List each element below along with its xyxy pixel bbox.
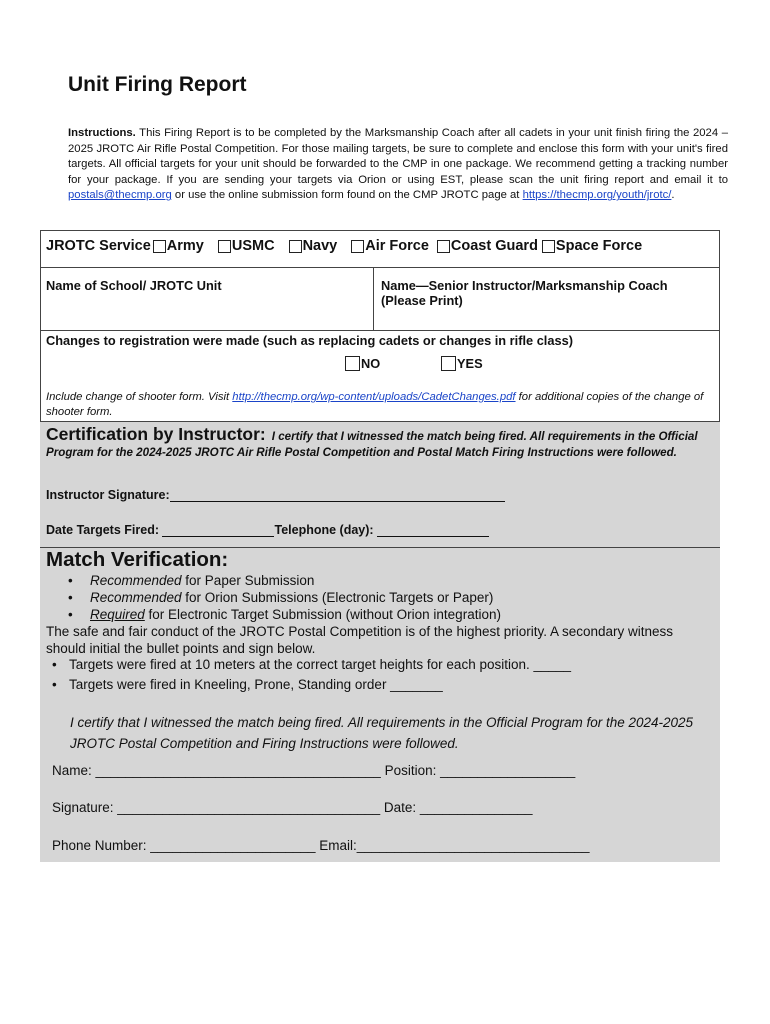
registration-row bbox=[40, 331, 720, 421]
bullet: • bbox=[52, 677, 57, 692]
army-checkbox[interactable] bbox=[153, 240, 166, 253]
coast-guard-label: Coast Guard bbox=[450, 238, 538, 254]
yes-checkbox[interactable] bbox=[441, 356, 456, 371]
cadet-changes-link[interactable]: http://thecmp.org/wp-content/uploads/CadetChanges.pdf bbox=[232, 391, 516, 403]
match-verification-heading: Match Verification: bbox=[46, 548, 229, 571]
email-link[interactable]: postals@thecmp.org bbox=[68, 189, 172, 202]
certification-section bbox=[40, 421, 720, 548]
signature-label: Instructor Signature: bbox=[46, 488, 170, 502]
certification-text: I certify that I witnessed the match being fired. All requirements in the Official Program for the 2024-2025 JROTC Air Rifle Postal Competition and Postal Match Firing Instructions were followed. bbox=[46, 430, 698, 459]
jrotc-page-link[interactable]: https://thecmp.org/youth/jrotc/ bbox=[522, 189, 672, 202]
service-option-air-force[interactable] bbox=[351, 238, 429, 254]
no-checkbox[interactable] bbox=[345, 356, 360, 371]
match-verification-section bbox=[40, 548, 720, 862]
instructor-name-field[interactable] bbox=[381, 278, 668, 308]
service-label: JROTC Service bbox=[46, 238, 151, 254]
bullet: • bbox=[68, 573, 73, 588]
navy-checkbox[interactable] bbox=[289, 240, 302, 253]
bullet: • bbox=[52, 657, 57, 672]
check-text[interactable]: Targets were fired at 10 meters at the correct target heights for each position. _____ bbox=[69, 657, 572, 672]
column-divider bbox=[373, 268, 374, 330]
secondary-witness-paragraph: The safe and fair conduct of the JROTC Postal Competition is of the highest priority. A secondary witness should initial the bullet points and sign below. bbox=[46, 624, 674, 656]
signature-line[interactable] bbox=[170, 488, 505, 502]
instructions bbox=[68, 126, 728, 204]
instructor-label: Name—Senior Instructor/Marksmanship Coach bbox=[381, 278, 668, 293]
instructions-lead: Instructions. bbox=[68, 127, 136, 139]
service-row bbox=[40, 230, 720, 268]
navy-label: Navy bbox=[302, 238, 338, 254]
witness-signature-date-field[interactable]: Signature: ___________________________________ Date: _______________ bbox=[52, 800, 533, 815]
instructor-signature-field[interactable] bbox=[46, 488, 505, 502]
service-option-coast-guard[interactable] bbox=[437, 238, 538, 254]
witness-statement: I certify that I witnessed the match being fired. All requirements in the Official Program for the 2024-2025 JROTC Postal Competition and Firing Instructions were followed. bbox=[70, 715, 694, 751]
school-instructor-row bbox=[40, 268, 720, 331]
witness-phone-email-field[interactable]: Phone Number: ______________________ Email:_______________________________ bbox=[52, 838, 590, 853]
bullet-text: for Electronic Target Submission (without Orion integration) bbox=[144, 607, 501, 622]
no-option[interactable] bbox=[345, 356, 380, 371]
usmc-label: USMC bbox=[231, 238, 275, 254]
bullet-text: for Paper Submission bbox=[181, 573, 315, 588]
date-phone-fields bbox=[46, 523, 489, 537]
date-label: Date Targets Fired: bbox=[46, 523, 159, 537]
service-option-navy[interactable] bbox=[289, 238, 338, 254]
registration-question: Changes to registration were made (such as replacing cadets or changes in rifle class) bbox=[46, 333, 573, 348]
bullet-text: for Orion Submissions (Electronic Targets or Paper) bbox=[181, 590, 494, 605]
service-option-usmc[interactable] bbox=[218, 238, 275, 254]
army-label: Army bbox=[166, 238, 204, 254]
shooter-change-note bbox=[46, 390, 714, 420]
phone-line[interactable] bbox=[377, 523, 489, 537]
bullet: • bbox=[68, 607, 73, 622]
space-force-checkbox[interactable] bbox=[542, 240, 555, 253]
bullet-em: Required bbox=[90, 607, 145, 622]
yes-option[interactable] bbox=[441, 356, 483, 371]
instructions-text-2: or use the online submission form found on the CMP JROTC page at bbox=[171, 189, 523, 202]
check-text[interactable]: Targets were fired in Kneeling, Prone, Standing order _______ bbox=[69, 677, 443, 692]
air-force-label: Air Force bbox=[365, 238, 429, 254]
bullet-em: Recommended bbox=[90, 590, 182, 605]
air-force-checkbox[interactable] bbox=[351, 240, 364, 253]
list-item bbox=[68, 573, 314, 588]
check-item-distance bbox=[52, 657, 571, 672]
phone-label: Telephone (day): bbox=[274, 523, 374, 537]
date-line[interactable] bbox=[162, 523, 274, 537]
certification-heading: Certification by Instructor: bbox=[46, 424, 266, 444]
bullet: • bbox=[68, 590, 73, 605]
service-option-space-force[interactable] bbox=[542, 238, 642, 254]
instructor-label-print: (Please Print) bbox=[381, 293, 463, 308]
instructions-text-3: . bbox=[671, 189, 675, 202]
check-item-order bbox=[52, 677, 443, 692]
usmc-checkbox[interactable] bbox=[218, 240, 231, 253]
instructions-text-1: This Firing Report is to be completed by the Marksmanship Coach after all cadets in your unit finish firing the 2024 – 2025 JROTC Air Rifle Postal Competition. For those mailing targets, be sure to complete and enclose this form with your unit's fired targets. All official targets for your unit should be forwarded to the CMP in one package. We recommend getting a tracking number for your package. If you are sending your targets via Orion or using EST, please scan the unit firing report and email it to bbox=[68, 127, 728, 186]
space-force-label: Space Force bbox=[555, 238, 643, 254]
witness-name-position-field[interactable]: Name: ______________________________________ Position: __________________ bbox=[52, 763, 576, 778]
certification-statement bbox=[46, 424, 706, 460]
shooter-text-1: Include change of shooter form. Visit bbox=[46, 391, 233, 403]
yes-label: YES bbox=[457, 356, 483, 371]
list-item bbox=[68, 590, 493, 605]
school-name-field[interactable]: Name of School/ JROTC Unit bbox=[46, 278, 222, 293]
shooter-text-2: for additional copies of the change of shooter form. bbox=[46, 391, 704, 418]
no-label: NO bbox=[361, 356, 381, 371]
service-option-army[interactable] bbox=[153, 238, 204, 254]
bullet-em: Recommended bbox=[90, 573, 182, 588]
list-item bbox=[68, 607, 501, 622]
page-title: Unit Firing Report bbox=[68, 73, 247, 96]
coast-guard-checkbox[interactable] bbox=[437, 240, 450, 253]
